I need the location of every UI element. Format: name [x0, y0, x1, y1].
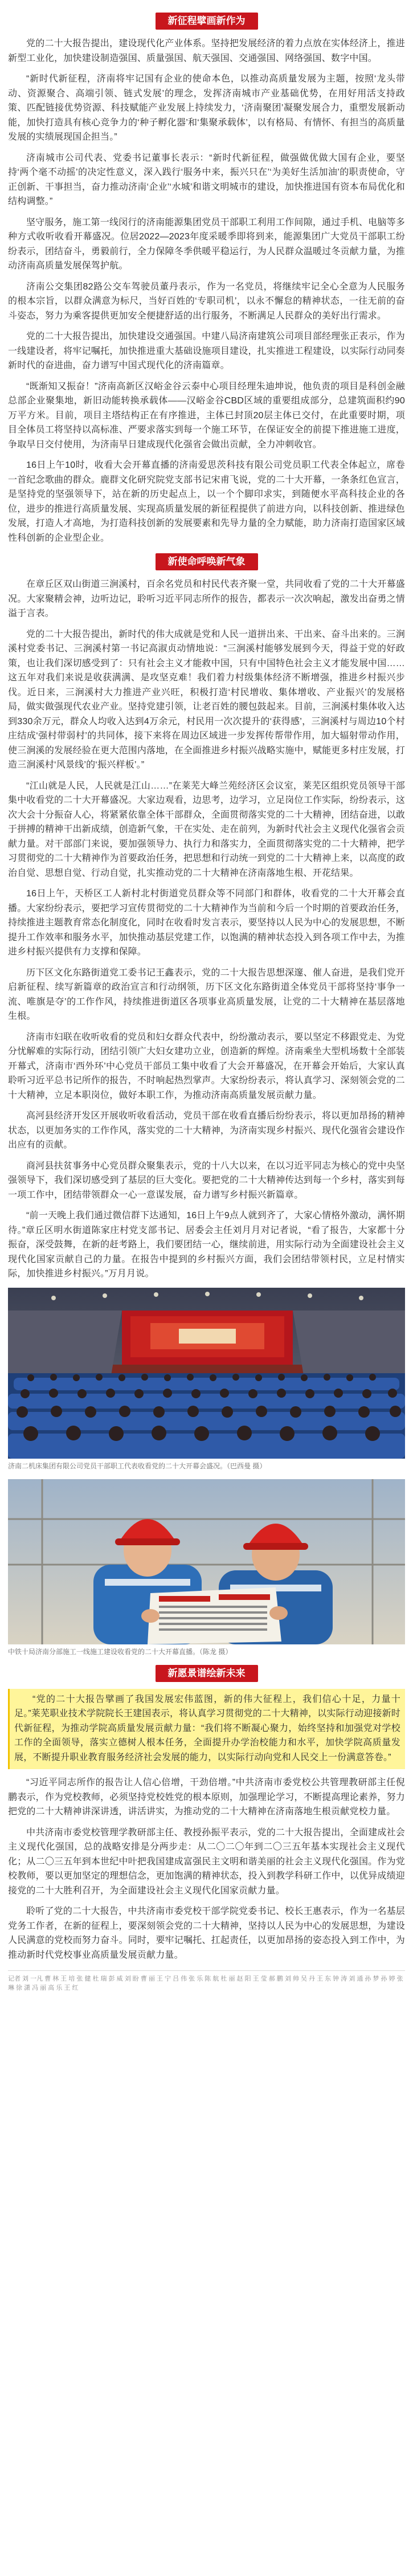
- section-header-3: [8, 1665, 405, 1682]
- section-header-1: [8, 13, 405, 30]
- paragraph: 历下区文化东路街道党工委书记王鑫表示，党的二十大报告思想深邃、催人奋进，是我们党开启新征程、续写新篇章的政治宣言和行动纲领，历下区文化东路街道全体党员干部将坚持‘事争一流、唯旗是夺’的工作作风，持续推进街道区各项事业高质量发展，让党的二十大精神在基层落地生根。: [8, 967, 405, 1021]
- paragraph: 坚守服务，施工第一线闵行的济南能源集团党员干部职工利用工作间隙，通过手机、电脑等多种方式收听收看开幕盛况。位居2022—2023年度采暖季即将到来，能源集团广大党员干部职工纷纷表示，团结奋斗，勇毅前行，全力保障冬季供暖平稳运行，为人民群众温暖过冬贡献力量，为推动济南高质量发展保驾护航。: [8, 217, 405, 271]
- paragraph: “江山就是人民，人民就是江山……”在莱芜大峰兰苑经济区会议室，莱芜区组织党员领导干部集中收看党的二十大开幕盛况。大家边观看，边思考，边学习，立足岗位工作实际，纷纷表示，这次大会十分振奋人心，将紧紧依靠全体干部群众，全面贯彻落实党的二十大精神，团结奋进，以敢于拼搏的精神干出新成绩，创造新气象，干在实处、走在前列，为新时代社会主义现代化强省会贡献力量。对干部部门来说，要加强领导力、执行力和落实力，全面贯彻落实党的二十大精神，把学习贯彻党的二十大精神作为首要政治任务，把思想和行动统一到党的二十大精神上来，以高度的政治自觉、思想自觉、行动自觉，扎实推动党的二十大精神在济南落地生根、开花结果。: [8, 781, 405, 878]
- section-title: 新愿景谱绘新未来: [156, 1665, 258, 1682]
- paragraph: “党的二十大报告擘画了我国发展宏伟蓝图，新的伟大征程上，我们信心十足，力量十足。”莱芜职业技术学院院长王建国表示，将认真学习贯彻党的二十大精神，以实际行动迎接新时代新征程，为推动学院高质量发展贡献力量：“我们将不断凝心聚力，始终坚持和加强党对学校工作的全面领导，落实立德树人根本任务，全面提升办学治校能力和水平，加快学院高质量发展，不断提升职业教育服务经济社会发展的能力，以实际行动向党和人民交上一份满意答卷。”: [14, 1694, 400, 1762]
- footer-divider: [8, 1970, 405, 1971]
- paragraph: 党的二十大报告提出，新时代的伟大成就是党和人民一道拼出来、干出来、奋斗出来的。三涧溪村党委书记、三涧溪村第一书记高淑贞动情地说：“三涧溪村能够发展到今天，得益于党的好政策，也让我们深切感受到了：只有社会主义才能救中国，只有中国特色社会主义才能发展中国……这五年对我们来说是收获满满、是攻坚克难！我们着力村级集体经济不断增强，推进乡村振兴步伐。近日来，三涧溪村大力推进产业兴旺，积极打造‘村民增收、集体增收、产业振兴’的发展格局，做实做强现代农业产业。坚持党建引领，让老百姓的腰包鼓起来。目前，三涧溪村集体收入达到330余万元，群众人均收入达到4万余元，村民用一次次提升的‘获得感’，三涧溪村与周边10个村庄结成‘强村带弱村’的共同体，接下来将在周边区域进一步发挥传帮带作用，加大辐射带动作用，使三涧溪的发展经验在更大范围内落地，在全面推进乡村振兴战略实施中，赋能更多村庄发展，打造三涧溪村‘风景线’的‘振兴样板’。”: [8, 629, 405, 770]
- paragraph: 聆听了党的二十大报告，中共济南市委党校干部学院党委书记、校长王惠表示，作为一名基层党务工作者，在新的征程上，要深刻领会党的二十大精神，坚持以人民为中心的发展思想，为建设人民满意的党校而努力奋斗。同时，要牢记嘱托、扛起责任，以更加昂扬的姿态投入到工作中，为推动新时代党校事业高质量发展贡献力量。: [8, 1907, 405, 1960]
- highlighted-quote: [8, 1689, 405, 1770]
- photo-auditorium: [8, 1288, 405, 1459]
- photo-workers: [8, 1479, 405, 1644]
- paragraph: 商河县扶贫事务中心党员群众聚集表示，党的十八大以来，在以习近平同志为核心的党中央坚强领导下，我们深切感受到了基层的巨大变化。要把党的二十大精神传达到每一个乡村，落实到每一项工作中，团结带领群众一心一意谋发展，奋力谱写乡村振兴新篇章。: [8, 1161, 405, 1200]
- paragraph: 中共济南市委党校管理学教研部主任、教授孙振平表示，党的二十大报告提出，全面建成社会主义现代化强国，总的战略安排是分两步走：从二〇二〇年到二〇三五年基本实现社会主义现代化；从二〇三五年到本世纪中叶把我国建成富强民主文明和谐美丽的社会主义现代化强国。作为党校教师，要以更加坚定的理想信念，更加饱满的精神状态，投入到教学科研工作中，以优异成绩迎接党的二十大胜利召开，为全面建设社会主义现代化国家贡献力量。: [8, 1827, 405, 1896]
- photo-caption: 中铁十局济南分部施工一线施工建设收看党的二十大开幕直播。（陈龙 摄）: [8, 1647, 232, 1656]
- footer-credits: 记者 刘 一凡 曹 林 王 培 张 健 杜 瑞 彭 威 刘 盼 曹 丽 王 宁 吕 伟 张 乐 陈 航 杜 丽 赵 阳 王 莹 郝 鹏 刘 帅 吴 丹 王 东 钟 涛 刘 通 孙 梦 孙 婷 张 琳 徐 潇 冯 丽 高 乐 王 红: [8, 1975, 403, 1991]
- paragraph: 济南城市公司代表、党委书记董事长表示：“新时代新征程，做强做优做大国有企业，要坚持‘两个毫不动摇’的决定性意义，深入践行‘服务中来，振兴只在’‘为美好生活加油’的职责使命，守正创新、干事担当，奋力推动济南‘企业’‘水城’和谐文明城市的建设，加快推进国有资本布局优化和结构调整。”: [8, 153, 405, 206]
- paragraph: 在章丘区双山街道三涧溪村，百余名党员和村民代表齐聚一堂，共同收看了党的二十大开幕盛况。大家聚精会神，边听边记，聆听习近平同志所作的报告，都表示一次次响起，激发出奋勇之情溢于言表。: [8, 579, 405, 618]
- paragraph: 16日上午，天桥区工人新村北村街道党员群众等不同部门和群体，收看党的二十大开幕会直播。大家纷纷表示，要把学习宣传贯彻党的二十大精神作为当前和今后一个时期的首要政治任务，持续推进主题教育常态化制度化，同时在收看时发言表示，要坚持以人民为中心的发展思想，不断提升工作效率和服务水平，加快推动基层党建工作，以饱满的精神状态投入到各项工作中去，为推进乡村振兴提供有力支撑和保障。: [8, 889, 405, 957]
- paragraph: “前一天晚上我们通过微信群下达通知，16日上午9点人就到齐了，大家心情格外激动，满怀期待。”章丘区明水街道陈家庄村党支部书记、居委会主任刘月月对记者说，“看了报告，大家都十分振奋，深受鼓舞，在新的赶考路上，我们要团结一心，继续前进，用实际行动为全面建设社会主义现代化国家贡献自己的力量。在报告中提到的乡村振兴方面，我们会团结带领村民，立足村情实际，加快推进乡村振兴。”万月月说。: [8, 1211, 405, 1279]
- workers-image: [8, 1479, 405, 1644]
- paragraph: 济南市妇联在收听收看的党员和妇女群众代表中，纷纷激动表示，要以坚定不移跟党走、为党分忧解难的实际行动，团结引领广大妇女建功立业，创造新的辉煌。济南乘坐大型机场数十全部装开幕式，济南市‘西外环’中心党员干部员工集中收看了大会开幕盛况，在开幕会开始后，大家认真聆听习近平总书记所作的报告，不时响起热烈掌声。大家纷纷表示，将认真学习、深刻领会党的二十大精神，立足本职岗位，做好本职工作，为推动济南高质量发展贡献力量。: [8, 1032, 405, 1100]
- section-title: 新使命呼唤新气象: [156, 553, 258, 570]
- paragraph: 党的二十大报告提出，建设现代化产业体系。坚持把发展经济的着力点放在实体经济上，推进新型工业化，加快建设制造强国、质量强国、航天强国、交通强国、网络强国、数字中国。: [8, 39, 405, 63]
- auditorium-image: [8, 1288, 405, 1459]
- paragraph: 高河县经济开发区开展收听收看活动，党员干部在收看直播后纷纷表示，将以更加昂扬的精神状态，以更加务实的工作作风，落实党的二十大精神，为济南实现乡村振兴、现代化强省会建设作出应有的贡献。: [8, 1111, 405, 1150]
- paragraph: 济南公交集团82路公交车驾驶员董丹表示，作为一名党员，将继续牢记全心全意为人民服务的根本宗旨，以群众满意为标尺，当好百姓的‘专职司机’，以永不懈怠的精神状态，一往无前的奋斗姿态，努力为乘客提供更加安全便捷舒适的出行服务，不断满足人民群众的美好出行需求。: [8, 281, 405, 321]
- section-header-2: [8, 553, 405, 570]
- paragraph: “新时代新征程，济南将牢记国有企业的使命本色，以推动高质量发展为主题，按照‘龙头带动、资源聚合、高端引领、链式发展’的理念，发挥济南城市产业基础优势，在用好用活支持政策、匹配链接优势资源、科技赋能产业发展上持续发力，‘济南聚团’凝聚发展合力，重塑发展新动能，加快打造具有核心竞争力的‘种子孵化器’和‘集聚承载体’，以有格局、有情怀、有担当的高质量发展的实绩展现国企担当。”: [8, 74, 405, 142]
- photo-caption: 济南二机床集团有限公司党员干部职工代表收看党的二十大开幕会盛况。（巴西曼 摄）: [8, 1461, 267, 1470]
- section-title: 新征程擘画新作为: [156, 13, 258, 30]
- paragraph: “习近平同志所作的报告让人信心倍增，干劲倍增。”中共济南市委党校公共管理教研部主任倪鹏表示，作为党校教师，必须坚持党校姓党的根本原则，加强理论学习，不断提高理论素养，努力把党的二十大精神讲深讲透，讲活讲实，为推动党的二十大精神在济南落地生根贡献党校力量。: [8, 1778, 405, 1816]
- paragraph: 16日上午10时，收看大会开幕直播的济南爱思茨科技有限公司党员职工代表全体起立，席卷一首纪念歌曲的群众。鹿群文化研究院党支部书记宋甫飞说，党的二十大开幕，一条条红色宣言，是坚持党的坚强领导下，站在新的历史起点上，以一个个脚印求实，到随便水平高科技企业的各位，进步的推进行高质量发展、实现高质量发展的新征程提供了前进方向，以科技创新、推进绿色发展，打造人才高地，为打造科技创新的发展要素和先导力量的全力赋能，助力济南打造国家区域性科创新的企业型企业。: [8, 460, 405, 543]
- paragraph: 党的二十大报告提出，加快建设交通强国。中建八局济南建筑公司项目部经理张正表示，作为一线建设者，将牢记嘱托，加快推进重大基础设施项目建设，扎实推进工程建设，以实际行动同奏新时代的奋进曲，奋力谱写中国式现代化的济南篇章。: [8, 332, 405, 370]
- paragraph: “既渐知又振奋！”济南高新区汉峪金谷云泰中心项目经理朱迪坤说，他负责的项目是科创金融总部企业聚集地，新旧动能转换承载体——汉峪金谷CBD区域的重要组成部分，总建筑面积约90万平方米。目前，项目主塔结构正在有序推进，主体已封顶20层主体已交付，在此重要时期，项目全体员工将坚持以高标准、严要求落实到每一个施工环节，在保证安全的前提下推进施工进度，争取早日交付使用，为济南早日建成现代化强省会做出贡献，全力冲刺收官。: [8, 381, 405, 450]
